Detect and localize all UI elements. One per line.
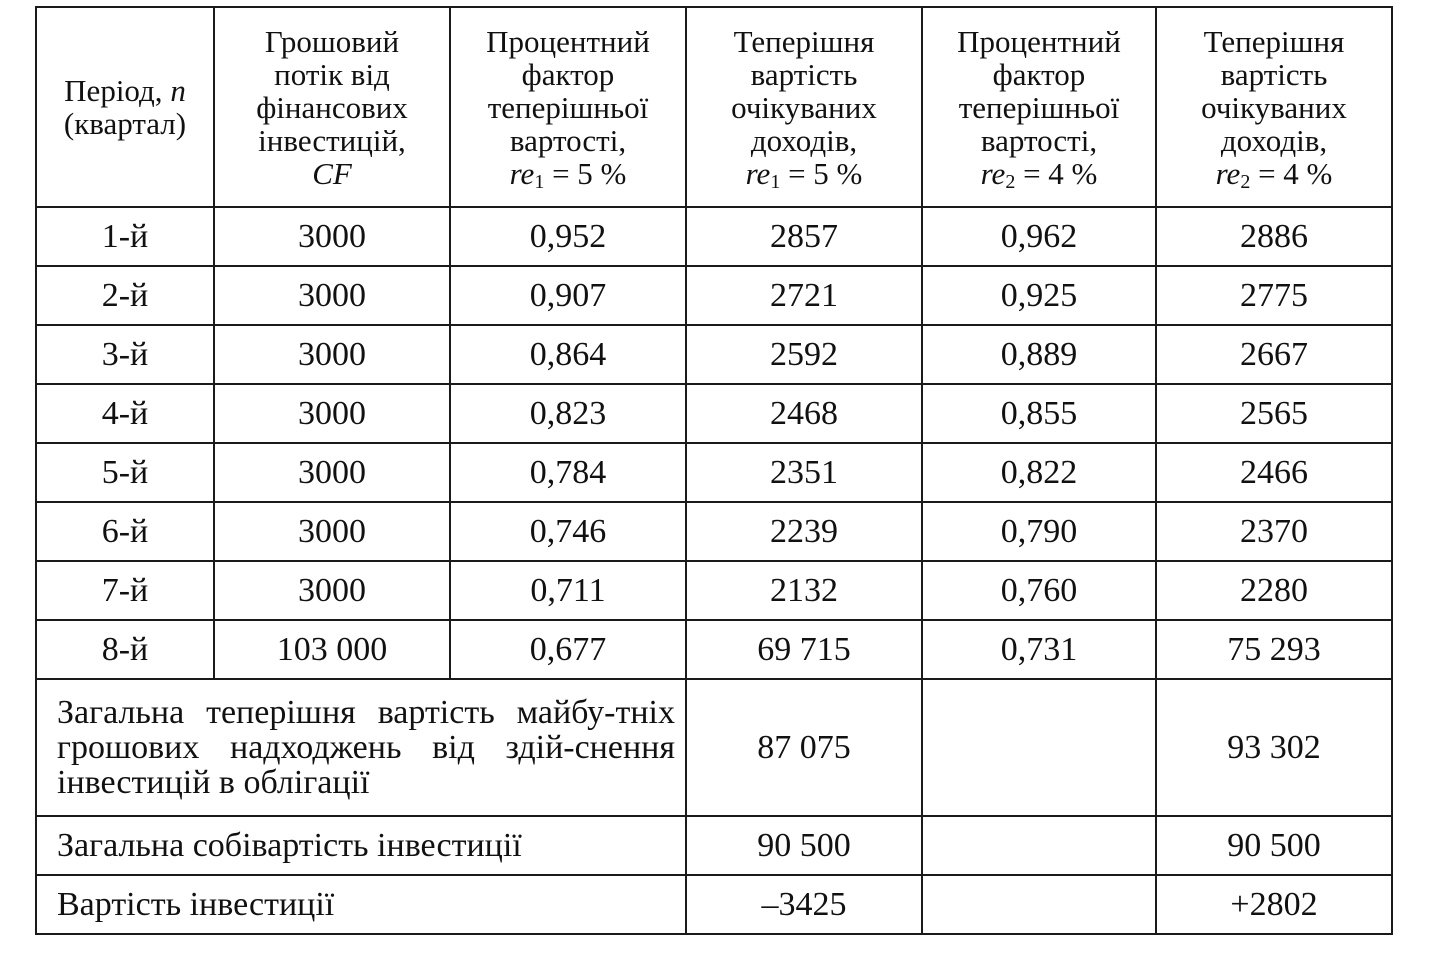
table-row <box>36 207 1392 266</box>
summary-value-5: –3425 <box>686 875 922 934</box>
pv-income-4-cell: 2667 <box>1156 325 1392 384</box>
pv-income-5-cell: 2468 <box>686 384 922 443</box>
pv-factor-4-cell: 0,760 <box>922 561 1156 620</box>
header-period: Період, n (квартал) <box>36 7 214 207</box>
cash-flow-cell: 3000 <box>214 207 450 266</box>
summary-value-4: 93 302 <box>1156 679 1392 816</box>
pv-factor-5-cell: 0,823 <box>450 384 686 443</box>
pv-income-5-cell: 2592 <box>686 325 922 384</box>
header-cash-flow: Грошовий потік від фінансових інвестицій, CF <box>214 7 450 207</box>
pv-income-5-cell: 2132 <box>686 561 922 620</box>
summary-empty <box>922 679 1156 816</box>
pv-income-4-cell: 2370 <box>1156 502 1392 561</box>
cash-flow-cell: 3000 <box>214 502 450 561</box>
cash-flow-cell: 3000 <box>214 384 450 443</box>
period-cell: 2-й <box>36 266 214 325</box>
period-cell: 3-й <box>36 325 214 384</box>
pv-income-4-cell: 75 293 <box>1156 620 1392 679</box>
pv-income-5-cell: 2721 <box>686 266 922 325</box>
pv-income-5-cell: 2351 <box>686 443 922 502</box>
period-cell: 1-й <box>36 207 214 266</box>
summary-row-total-cost <box>36 816 1392 875</box>
pv-income-4-cell: 2886 <box>1156 207 1392 266</box>
cash-flow-cell: 3000 <box>214 561 450 620</box>
pv-income-5-cell: 2239 <box>686 502 922 561</box>
period-cell: 6-й <box>36 502 214 561</box>
pv-income-4-cell: 2466 <box>1156 443 1392 502</box>
pv-factor-4-cell: 0,790 <box>922 502 1156 561</box>
table-row <box>36 443 1392 502</box>
summary-label: Загальна собівартість інвестиції <box>36 816 686 875</box>
period-cell: 7-й <box>36 561 214 620</box>
pv-factor-5-cell: 0,677 <box>450 620 686 679</box>
header-pv-factor-4: Процентний фактор теперішньої вартості, $re_2 = 4$ % <box>922 7 1156 207</box>
pv-factor-5-cell: 0,864 <box>450 325 686 384</box>
pv-income-5-cell: 69 715 <box>686 620 922 679</box>
summary-label: Вартість інвестиції <box>36 875 686 934</box>
table-row <box>36 266 1392 325</box>
pv-factor-5-cell: 0,952 <box>450 207 686 266</box>
period-cell: 5-й <box>36 443 214 502</box>
header-pv-factor-5: Процентний фактор теперішньої вартості, $re_1 = 5$ % <box>450 7 686 207</box>
summary-label: Загальна теперішня вартість майбу-тніх грошових надходжень від здій-снення інвестицій в облігації <box>36 679 686 816</box>
period-cell: 4-й <box>36 384 214 443</box>
table-row <box>36 325 1392 384</box>
cash-flow-cell: 3000 <box>214 325 450 384</box>
summary-value-4: 90 500 <box>1156 816 1392 875</box>
pv-factor-5-cell: 0,746 <box>450 502 686 561</box>
pv-income-4-cell: 2565 <box>1156 384 1392 443</box>
pv-factor-5-cell: 0,784 <box>450 443 686 502</box>
header-row <box>36 7 1392 207</box>
summary-value-5: 90 500 <box>686 816 922 875</box>
summary-empty <box>922 875 1156 934</box>
cash-flow-cell: 3000 <box>214 266 450 325</box>
pv-income-4-cell: 2775 <box>1156 266 1392 325</box>
summary-empty <box>922 816 1156 875</box>
pv-factor-4-cell: 0,731 <box>922 620 1156 679</box>
pv-factor-5-cell: 0,711 <box>450 561 686 620</box>
pv-factor-4-cell: 0,962 <box>922 207 1156 266</box>
pv-factor-4-cell: 0,855 <box>922 384 1156 443</box>
summary-value-4: +2802 <box>1156 875 1392 934</box>
cash-flow-cell: 3000 <box>214 443 450 502</box>
pv-factor-5-cell: 0,907 <box>450 266 686 325</box>
pv-factor-4-cell: 0,822 <box>922 443 1156 502</box>
header-pv-income-5: Теперішня вартість очікуваних доходів, $re_1 = 5$ % <box>686 7 922 207</box>
pv-income-5-cell: 2857 <box>686 207 922 266</box>
table-row <box>36 620 1392 679</box>
investment-table <box>35 6 1393 935</box>
summary-row-investment-value <box>36 875 1392 934</box>
header-pv-income-4: Теперішня вартість очікуваних доходів, $re_2 = 4$ % <box>1156 7 1392 207</box>
table-row <box>36 502 1392 561</box>
period-cell: 8-й <box>36 620 214 679</box>
table-row <box>36 561 1392 620</box>
table-row <box>36 384 1392 443</box>
summary-row-total-present-value <box>36 679 1392 816</box>
pv-factor-4-cell: 0,925 <box>922 266 1156 325</box>
pv-factor-4-cell: 0,889 <box>922 325 1156 384</box>
summary-value-5: 87 075 <box>686 679 922 816</box>
cash-flow-cell: 103 000 <box>214 620 450 679</box>
pv-income-4-cell: 2280 <box>1156 561 1392 620</box>
